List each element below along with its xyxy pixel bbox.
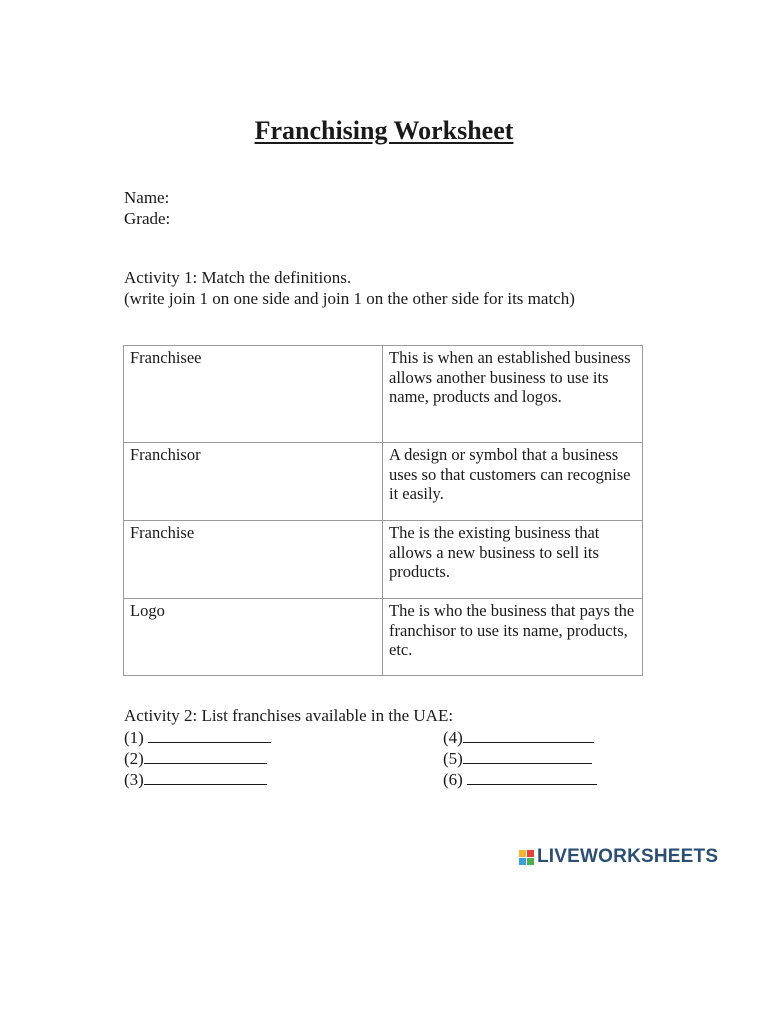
name-label: Name: — [124, 188, 170, 207]
logo-square — [519, 850, 526, 857]
definition-cell: The is who the business that pays the franchisor to use its name, products, etc. — [383, 599, 643, 676]
logo-mark-icon — [519, 850, 534, 865]
answer-blank[interactable] — [144, 749, 267, 764]
definition-cell: This is when an established business allows another business to use its name, products and logos. — [383, 346, 643, 443]
item-number: (1) — [124, 728, 144, 747]
answer-blank[interactable] — [463, 728, 594, 743]
grade-label: Grade: — [124, 209, 171, 228]
table-row — [124, 521, 643, 599]
answer-blank[interactable] — [144, 770, 267, 785]
item-number: (2) — [124, 749, 144, 768]
table-row — [124, 599, 643, 676]
item-number: (4) — [443, 728, 463, 747]
term-cell: Franchise — [124, 521, 383, 599]
answer-blank[interactable] — [467, 770, 597, 785]
item-number: (3) — [124, 770, 144, 789]
activity1-instruction: (write join 1 on one side and join 1 on the other side for its match) — [124, 289, 575, 308]
list-item — [443, 769, 597, 790]
answer-blank[interactable] — [148, 728, 271, 743]
item-number: (6) — [443, 770, 463, 789]
term-cell: Franchisor — [124, 443, 383, 521]
logo-square — [527, 858, 534, 865]
term-cell: Franchisee — [124, 346, 383, 443]
logo-text: LIVEWORKSHEETS — [537, 846, 719, 867]
liveworksheets-logo — [519, 846, 718, 868]
answer-column-left — [124, 727, 271, 790]
logo-square — [519, 858, 526, 865]
answer-blank[interactable] — [463, 749, 592, 764]
table-row — [124, 346, 643, 443]
definition-cell: The is the existing business that allows a new business to sell its products. — [383, 521, 643, 599]
definition-cell: A design or symbol that a business uses so that customers can recognise it easily. — [383, 443, 643, 521]
list-item — [124, 727, 271, 748]
table-row — [124, 443, 643, 521]
worksheet-title: Franchising Worksheet — [254, 116, 514, 145]
logo-square — [527, 850, 534, 857]
item-number: (5) — [443, 749, 463, 768]
activity2-heading: Activity 2: List franchises available in the UAE: — [124, 706, 454, 725]
term-cell: Logo — [124, 599, 383, 676]
matching-table — [123, 345, 643, 676]
answer-column-right — [443, 727, 597, 790]
list-item — [443, 727, 597, 748]
activity1-heading: Activity 1: Match the definitions. — [124, 268, 352, 287]
list-item — [124, 748, 271, 769]
list-item — [443, 748, 597, 769]
list-item — [124, 769, 271, 790]
